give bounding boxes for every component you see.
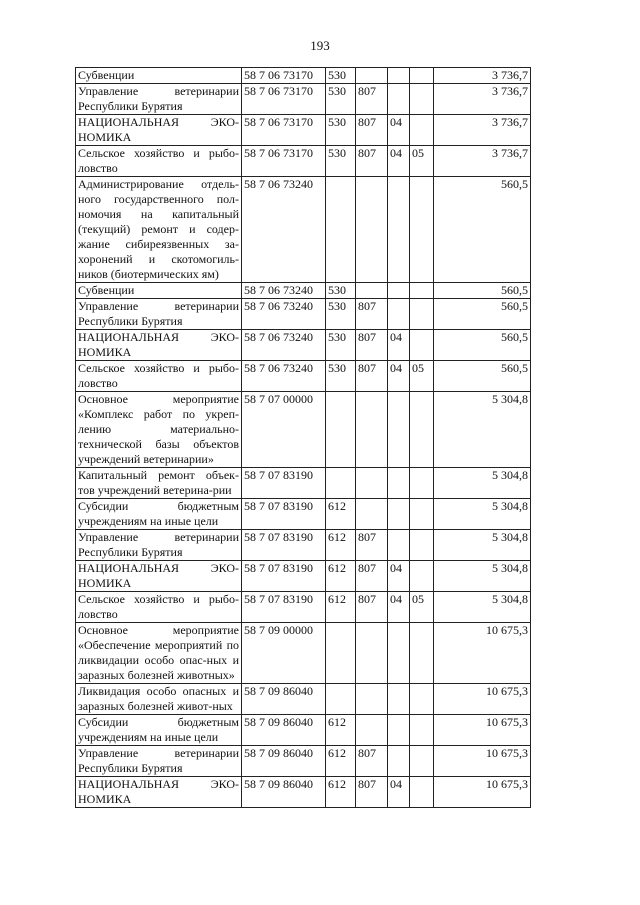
budget-table bbox=[75, 67, 531, 808]
row-name: Субсидии бюджетным учреждениям на иные цели bbox=[76, 499, 242, 530]
row-name: Управление ветеринарии Республики Бурятия bbox=[76, 746, 242, 777]
row-section: 04 bbox=[388, 777, 410, 808]
row-subsection: 05 bbox=[410, 592, 434, 623]
row-subsection bbox=[410, 530, 434, 561]
row-subsection bbox=[410, 392, 434, 468]
row-amount: 10 675,3 bbox=[434, 746, 531, 777]
row-subsection bbox=[410, 777, 434, 808]
table-row bbox=[76, 715, 531, 746]
row-code: 58 7 07 83190 bbox=[242, 499, 326, 530]
row-name: НАЦИОНАЛЬНАЯ ЭКО-НОМИКА bbox=[76, 777, 242, 808]
row-code: 58 7 06 73170 bbox=[242, 115, 326, 146]
row-subsection bbox=[410, 177, 434, 283]
row-subsection bbox=[410, 115, 434, 146]
row-subsection bbox=[410, 623, 434, 684]
row-amount: 560,5 bbox=[434, 361, 531, 392]
row-amount: 3 736,7 bbox=[434, 84, 531, 115]
row-code: 58 7 06 73170 bbox=[242, 146, 326, 177]
row-section bbox=[388, 715, 410, 746]
row-department: 807 bbox=[356, 746, 388, 777]
row-subsection: 05 bbox=[410, 361, 434, 392]
row-subsection bbox=[410, 283, 434, 299]
row-name: Ликвидация особо опасных и заразных болезней живот-ных bbox=[76, 684, 242, 715]
table-row bbox=[76, 283, 531, 299]
row-amount: 5 304,8 bbox=[434, 392, 531, 468]
table-row bbox=[76, 84, 531, 115]
row-amount: 560,5 bbox=[434, 283, 531, 299]
row-code: 58 7 09 86040 bbox=[242, 684, 326, 715]
row-section bbox=[388, 468, 410, 499]
row-section bbox=[388, 530, 410, 561]
row-department bbox=[356, 283, 388, 299]
row-expense-type: 612 bbox=[326, 499, 356, 530]
row-expense-type bbox=[326, 392, 356, 468]
row-code: 58 7 06 73240 bbox=[242, 283, 326, 299]
row-expense-type: 612 bbox=[326, 777, 356, 808]
row-name: Основное мероприятие «Обеспечение мероприятий по ликвидации особо опас-ных и заразных болезней животных» bbox=[76, 623, 242, 684]
row-section bbox=[388, 177, 410, 283]
row-amount: 560,5 bbox=[434, 330, 531, 361]
table-row bbox=[76, 746, 531, 777]
row-name: НАЦИОНАЛЬНАЯ ЭКО-НОМИКА bbox=[76, 115, 242, 146]
row-code: 58 7 06 73240 bbox=[242, 299, 326, 330]
row-expense-type: 530 bbox=[326, 299, 356, 330]
row-code: 58 7 07 83190 bbox=[242, 530, 326, 561]
row-department bbox=[356, 499, 388, 530]
row-expense-type: 612 bbox=[326, 715, 356, 746]
row-department bbox=[356, 392, 388, 468]
row-subsection bbox=[410, 746, 434, 777]
row-subsection bbox=[410, 715, 434, 746]
row-amount: 560,5 bbox=[434, 299, 531, 330]
row-department: 807 bbox=[356, 561, 388, 592]
row-subsection bbox=[410, 499, 434, 530]
row-department bbox=[356, 68, 388, 84]
row-expense-type bbox=[326, 177, 356, 283]
row-department bbox=[356, 468, 388, 499]
row-amount: 10 675,3 bbox=[434, 623, 531, 684]
row-section bbox=[388, 84, 410, 115]
row-department bbox=[356, 684, 388, 715]
page-number: 193 bbox=[310, 38, 330, 53]
row-name: НАЦИОНАЛЬНАЯ ЭКО-НОМИКА bbox=[76, 561, 242, 592]
row-name: НАЦИОНАЛЬНАЯ ЭКО-НОМИКА bbox=[76, 330, 242, 361]
row-section: 04 bbox=[388, 115, 410, 146]
row-department: 807 bbox=[356, 361, 388, 392]
row-section bbox=[388, 499, 410, 530]
row-section: 04 bbox=[388, 592, 410, 623]
row-subsection bbox=[410, 299, 434, 330]
row-department: 807 bbox=[356, 530, 388, 561]
row-amount: 5 304,8 bbox=[434, 468, 531, 499]
row-amount: 3 736,7 bbox=[434, 68, 531, 84]
row-amount: 10 675,3 bbox=[434, 684, 531, 715]
row-code: 58 7 06 73170 bbox=[242, 68, 326, 84]
table-row bbox=[76, 684, 531, 715]
row-section: 04 bbox=[388, 330, 410, 361]
row-expense-type: 530 bbox=[326, 68, 356, 84]
row-name: Капитальный ремонт объек-тов учреждений ветерина-рии bbox=[76, 468, 242, 499]
budget-table-body bbox=[76, 68, 531, 808]
row-expense-type: 530 bbox=[326, 283, 356, 299]
row-name: Основное мероприятие «Комплекс работ по укреп-лению материально-технической базы объектов учреждений ветеринарии» bbox=[76, 392, 242, 468]
row-expense-type bbox=[326, 468, 356, 499]
row-name: Администрирование отдель-ного государственного пол-номочия на капитальный (текущий) ремонт и содер-жание сибиреязвенных за-хоронений и скотомогиль-ников (биотермических ям) bbox=[76, 177, 242, 283]
row-department: 807 bbox=[356, 592, 388, 623]
row-code: 58 7 06 73240 bbox=[242, 361, 326, 392]
row-amount: 10 675,3 bbox=[434, 715, 531, 746]
row-expense-type: 530 bbox=[326, 361, 356, 392]
row-name: Управление ветеринарии Республики Бурятия bbox=[76, 299, 242, 330]
table-row bbox=[76, 361, 531, 392]
row-name: Сельское хозяйство и рыбо-ловство bbox=[76, 146, 242, 177]
row-amount: 5 304,8 bbox=[434, 530, 531, 561]
row-amount: 5 304,8 bbox=[434, 592, 531, 623]
row-amount: 5 304,8 bbox=[434, 499, 531, 530]
table-row bbox=[76, 499, 531, 530]
table-row bbox=[76, 623, 531, 684]
row-name: Субвенции bbox=[76, 68, 242, 84]
row-department: 807 bbox=[356, 777, 388, 808]
row-expense-type bbox=[326, 623, 356, 684]
row-code: 58 7 09 00000 bbox=[242, 623, 326, 684]
row-department: 807 bbox=[356, 299, 388, 330]
row-code: 58 7 07 83190 bbox=[242, 468, 326, 499]
row-department: 807 bbox=[356, 146, 388, 177]
row-code: 58 7 07 83190 bbox=[242, 561, 326, 592]
row-expense-type: 530 bbox=[326, 330, 356, 361]
row-expense-type: 530 bbox=[326, 146, 356, 177]
row-code: 58 7 06 73240 bbox=[242, 330, 326, 361]
row-subsection bbox=[410, 68, 434, 84]
row-subsection: 05 bbox=[410, 146, 434, 177]
row-amount: 3 736,7 bbox=[434, 146, 531, 177]
row-section bbox=[388, 623, 410, 684]
row-name: Субсидии бюджетным учреждениям на иные цели bbox=[76, 715, 242, 746]
row-code: 58 7 06 73170 bbox=[242, 84, 326, 115]
table-row bbox=[76, 68, 531, 84]
row-section bbox=[388, 684, 410, 715]
row-name: Управление ветеринарии Республики Бурятия bbox=[76, 530, 242, 561]
row-department bbox=[356, 715, 388, 746]
row-subsection bbox=[410, 561, 434, 592]
row-code: 58 7 09 86040 bbox=[242, 715, 326, 746]
table-row bbox=[76, 330, 531, 361]
row-section bbox=[388, 746, 410, 777]
row-subsection bbox=[410, 468, 434, 499]
row-subsection bbox=[410, 684, 434, 715]
row-section bbox=[388, 68, 410, 84]
table-row bbox=[76, 177, 531, 283]
row-amount: 5 304,8 bbox=[434, 561, 531, 592]
row-section: 04 bbox=[388, 561, 410, 592]
row-name: Сельское хозяйство и рыбо-ловство bbox=[76, 361, 242, 392]
row-expense-type: 612 bbox=[326, 746, 356, 777]
row-expense-type: 530 bbox=[326, 115, 356, 146]
table-row bbox=[76, 392, 531, 468]
table-row bbox=[76, 299, 531, 330]
row-code: 58 7 06 73240 bbox=[242, 177, 326, 283]
row-section: 04 bbox=[388, 146, 410, 177]
row-subsection bbox=[410, 330, 434, 361]
table-row bbox=[76, 530, 531, 561]
row-section bbox=[388, 283, 410, 299]
row-amount: 10 675,3 bbox=[434, 777, 531, 808]
row-department: 807 bbox=[356, 115, 388, 146]
row-code: 58 7 07 00000 bbox=[242, 392, 326, 468]
row-expense-type: 612 bbox=[326, 561, 356, 592]
row-expense-type: 530 bbox=[326, 84, 356, 115]
table-row bbox=[76, 592, 531, 623]
row-expense-type: 612 bbox=[326, 530, 356, 561]
row-amount: 560,5 bbox=[434, 177, 531, 283]
row-expense-type: 612 bbox=[326, 592, 356, 623]
row-expense-type bbox=[326, 684, 356, 715]
row-name: Субвенции bbox=[76, 283, 242, 299]
table-row bbox=[76, 561, 531, 592]
table-row bbox=[76, 146, 531, 177]
row-section bbox=[388, 299, 410, 330]
row-code: 58 7 07 83190 bbox=[242, 592, 326, 623]
row-subsection bbox=[410, 84, 434, 115]
row-department: 807 bbox=[356, 330, 388, 361]
row-code: 58 7 09 86040 bbox=[242, 746, 326, 777]
row-code: 58 7 09 86040 bbox=[242, 777, 326, 808]
table-row bbox=[76, 777, 531, 808]
row-department bbox=[356, 177, 388, 283]
row-department: 807 bbox=[356, 84, 388, 115]
table-row bbox=[76, 468, 531, 499]
table-row bbox=[76, 115, 531, 146]
row-department bbox=[356, 623, 388, 684]
row-section bbox=[388, 392, 410, 468]
row-section: 04 bbox=[388, 361, 410, 392]
row-name: Сельское хозяйство и рыбо-ловство bbox=[76, 592, 242, 623]
row-amount: 3 736,7 bbox=[434, 115, 531, 146]
row-name: Управление ветеринарии Республики Бурятия bbox=[76, 84, 242, 115]
